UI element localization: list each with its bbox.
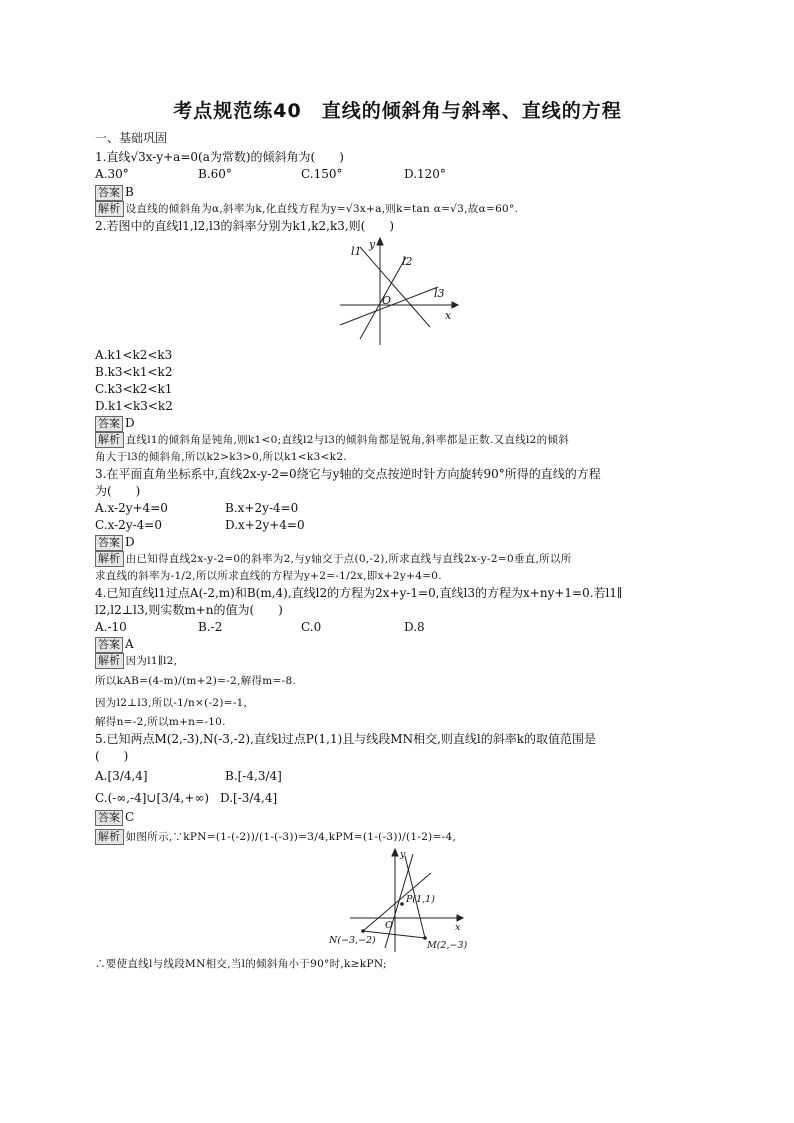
q5-option-a: A.[3/4,4]: [95, 769, 148, 783]
q4-analysis-line1: 因为l1∥l2,: [125, 655, 178, 667]
answer-tag: 答案: [95, 416, 123, 432]
x-axis-arrow-icon: [452, 302, 458, 308]
q3-options-row2: [95, 517, 700, 534]
label-l2: l2: [402, 255, 413, 268]
q2-option-b: B.k3<k1<k2: [95, 365, 173, 379]
q3-analysis-line1: 由已知得直线2x-y-2=0的斜率为2,与y轴交于点(0,-2),所求直线与直线2x-y-2=0垂直,所以所: [125, 553, 572, 565]
q4-analysis-row: [95, 653, 700, 670]
q3-option-a: A.x-2y+4=0: [95, 501, 168, 515]
q1-analysis-row: [95, 201, 700, 218]
q4-analysis-line4: 解得n=-2,所以m+n=-10.: [95, 716, 226, 728]
q2-analysis-row: [95, 432, 700, 449]
q1-answer-row: [95, 184, 700, 201]
q2-analysis-line2: 角大于l3的倾斜角,所以k2>k3>0,所以k1<k3<k2.: [95, 451, 347, 463]
label-y: y: [400, 849, 406, 860]
q5-stem-line1: 5.已知两点M(2,-3),N(-3,-2),直线l过点P(1,1)且与线段MN相交,则直线l的斜率k的取值范围是: [95, 732, 596, 746]
worksheet: [95, 96, 700, 973]
q3-stem-line1: 3.在平面直角坐标系中,直线2x-y-2=0绕它与y轴的交点按逆时针方向旋转90°所得的直线的方程: [95, 467, 601, 481]
q4-options: [95, 619, 700, 636]
q2-option-d: D.k1<k3<k2: [95, 399, 173, 413]
q2-answer-row: [95, 415, 700, 432]
q4-option-b: B.-2: [198, 620, 223, 634]
answer-tag: 答案: [95, 637, 123, 653]
label-n: N(−3,−2): [329, 935, 376, 946]
q2-analysis-line1: 直线l1的倾斜角是钝角,则k1<0;直线l2与l3的倾斜角都是锐角,斜率都是正数.又直线l2的倾斜: [125, 434, 570, 446]
section-heading: 一、基础巩固: [95, 131, 168, 145]
line-l1: [360, 247, 430, 327]
analysis-tag: 解析: [95, 201, 124, 217]
q4-analysis-line3: 因为l2⊥l3,所以-1/n×(-2)=-1,: [95, 697, 248, 709]
point-p: [400, 902, 404, 906]
q5-analysis-line2: ∴要使直线l与线段MN相交,当l的倾斜角小于90°时,k≥kPN;: [95, 958, 387, 970]
analysis-tag: 解析: [95, 551, 124, 567]
q5-option-c: C.(-∞,-4]∪[3/4,+∞): [95, 791, 210, 805]
answer-tag: 答案: [95, 535, 123, 551]
label-y: y: [369, 238, 376, 251]
q2-option-c: C.k3<k2<k1: [95, 382, 173, 396]
q1-option-c: C.150°: [301, 167, 343, 181]
y-axis-arrow-icon: [377, 238, 383, 245]
q3-analysis-line2: 求直线的斜率为-1/2,所以所求直线的方程为y+2=-1/2x,即x+2y+4=0.: [95, 570, 442, 582]
label-x: x: [455, 922, 461, 933]
q5-option-d: D.[-3/4,4]: [220, 791, 278, 805]
q5-options-row2: [95, 787, 700, 809]
label-l1: l1: [351, 245, 362, 258]
q3-stem-line2: 为( ): [95, 484, 141, 498]
q2-stem: 2.若图中的直线l1,l2,l3的斜率分别为k1,k2,k3,则( ): [95, 219, 395, 233]
q1-options: [95, 166, 700, 183]
q4-option-c: C.0: [301, 620, 322, 634]
q3-options-row1: [95, 500, 700, 517]
q4-analysis-line2: 所以kAB=(4-m)/(m+2)=-2,解得m=-8.: [95, 675, 297, 687]
q5-stem-line2: ( ): [95, 749, 129, 763]
q3-analysis-row: [95, 551, 700, 568]
analysis-tag: 解析: [95, 432, 124, 448]
point-n: [361, 929, 365, 933]
x-axis-arrow-icon: [457, 915, 463, 921]
label-x: x: [445, 309, 452, 322]
q4-option-a: A.-10: [95, 620, 127, 634]
q3-option-c: C.x-2y-4=0: [95, 518, 162, 532]
q5-analysis-row: [95, 826, 700, 848]
q1-answer: B: [125, 185, 134, 199]
q3-answer: D: [125, 535, 135, 549]
q1-option-b: B.60°: [198, 167, 232, 181]
q1-analysis: 设直线的倾斜角为α,斜率为k,化直线方程为y=√3x+a,则k=tan α=√3,故α=60°.: [125, 203, 519, 215]
y-axis-arrow-icon: [392, 849, 398, 856]
q1-option-d: D.120°: [404, 167, 446, 181]
q1-option-a: A.30°: [95, 167, 129, 181]
q4-option-d: D.8: [404, 620, 425, 634]
q5-segment-figure: [95, 848, 700, 956]
q2-option-a: A.k1<k2<k3: [95, 348, 173, 362]
analysis-tag: 解析: [95, 653, 124, 669]
page-title: 考点规范练40 直线的倾斜角与斜率、直线的方程: [173, 100, 622, 122]
q5-answer-row: [95, 809, 700, 826]
q3-option-d: D.x+2y+4=0: [225, 518, 305, 532]
q5-option-b: B.[-4,3/4]: [225, 769, 282, 783]
analysis-tag: 解析: [95, 829, 124, 845]
label-p: P(1,1): [406, 894, 435, 905]
q5-answer: C: [125, 810, 135, 824]
q3-option-b: B.x+2y-4=0: [225, 501, 299, 515]
q2-line-figure: [95, 235, 700, 347]
label-origin: O: [382, 294, 392, 307]
q4-stem-line2: l2,l2⊥l3,则实数m+n的值为( ): [95, 603, 283, 617]
q5-analysis-line1: 如图所示,∵kPN=(1-(-2))/(1-(-3))=3/4,kPM=(1-(-3))/(1-2)=-4,: [125, 831, 457, 843]
q2-answer: D: [125, 416, 135, 430]
answer-tag: 答案: [95, 185, 123, 201]
q3-answer-row: [95, 534, 700, 551]
label-origin: O: [385, 920, 393, 931]
label-m: M(2,−3): [427, 940, 468, 951]
label-l3: l3: [434, 287, 445, 300]
q5-options-row1: [95, 765, 700, 787]
q4-answer-row: [95, 636, 700, 653]
q1-stem: 1.直线√3x-y+a=0(a为常数)的倾斜角为( ): [95, 150, 344, 164]
answer-tag: 答案: [95, 810, 123, 826]
q4-stem-line1: 4.已知直线l1过点A(-2,m)和B(m,4),直线l2的方程为2x+y-1=0,直线l3的方程为x+ny+1=0.若l1∥: [95, 586, 623, 600]
q4-answer: A: [125, 637, 134, 651]
